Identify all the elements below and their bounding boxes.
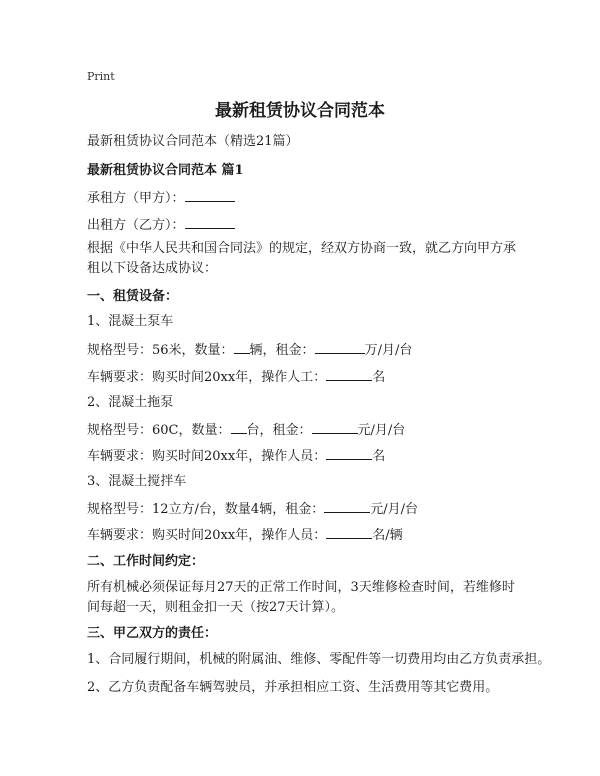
item-3-rent-blank <box>324 500 370 513</box>
item-1-spec-suffix: 万/月/台 <box>364 343 413 358</box>
party-b-line <box>87 216 235 234</box>
party-b-blank <box>185 216 235 229</box>
item-2-spec-unit: 台，租金： <box>246 423 312 438</box>
item-2-name: 2、混凝土拖泵 <box>87 395 174 410</box>
item-2-spec-line <box>87 421 405 439</box>
item-2-rent-blank <box>312 421 358 434</box>
item-1-rent-blank <box>315 341 365 354</box>
item-1-quantity-blank <box>234 341 250 354</box>
item-1-spec-unit: 辆，租金： <box>249 343 315 358</box>
section-2-paragraph: 所有机械必须保证每月27天的正常工作时间，3天维修检查时间，若维修时间每超一天，则租金扣一天（按27天计算）。 <box>87 580 515 615</box>
item-1-spec-prefix: 规格型号：56米，数量： <box>87 343 234 358</box>
item-2-spec-prefix: 规格型号：60C，数量： <box>87 423 231 438</box>
item-3-operator-blank <box>326 526 372 539</box>
section-1-heading: 一、租赁设备： <box>87 289 179 304</box>
section-3-heading: 三、甲乙双方的责任： <box>87 626 218 641</box>
section-heading: 最新租赁协议合同范本 篇1 <box>87 163 244 178</box>
item-3-spec-line <box>87 500 418 518</box>
party-a-label: 承租方（甲方）： <box>87 191 185 206</box>
section-2-heading: 二、工作时间约定： <box>87 554 205 569</box>
item-1-req-suffix: 名 <box>372 370 386 385</box>
item-1-operator-blank <box>326 368 372 381</box>
item-2-req-prefix: 车辆要求：购买时间20xx年，操作人员： <box>87 449 327 464</box>
section-3-item-2: 2、乙方负责配备车辆驾驶员，并承担相应工资、生活费用等其它费用。 <box>87 680 499 695</box>
party-a-line <box>87 189 235 207</box>
item-1-req-prefix: 车辆要求：购买时间20xx年，操作人工： <box>87 370 327 385</box>
item-3-req-suffix: 名/辆 <box>372 528 403 543</box>
item-3-req-prefix: 车辆要求：购买时间20xx年，操作人员： <box>87 528 327 543</box>
item-2-spec-suffix: 元/月/台 <box>357 423 406 438</box>
print-label[interactable]: Print <box>87 70 115 83</box>
item-2-operator-blank <box>326 447 372 460</box>
section-3-item-1: 1、合同履行期间，机械的附属油、维修、零配件等一切费用均由乙方负责承担。 <box>87 652 551 667</box>
item-1-name: 1、混凝土泵车 <box>87 314 174 329</box>
party-a-blank <box>185 189 235 202</box>
item-1-requirement-line <box>87 368 385 386</box>
item-2-quantity-blank <box>231 421 247 434</box>
intro-paragraph: 根据《中华人民共和国合同法》的规定，经双方协商一致，就乙方向甲方承租以下设备达成协议： <box>87 241 517 276</box>
document-subtitle: 最新租赁协议合同范本（精选21篇） <box>87 134 299 149</box>
document-title: 最新租赁协议合同范本 <box>215 101 385 121</box>
item-3-spec-prefix: 规格型号：12立方/台，数量4辆，租金： <box>87 502 325 517</box>
item-3-name: 3、混凝土搅拌车 <box>87 474 187 489</box>
item-2-req-suffix: 名 <box>372 449 386 464</box>
item-1-spec-line <box>87 341 412 359</box>
item-3-spec-suffix: 元/月/台 <box>370 502 418 517</box>
item-3-requirement-line <box>87 526 403 544</box>
party-b-label: 出租方（乙方）： <box>87 218 185 233</box>
item-2-requirement-line <box>87 447 385 465</box>
